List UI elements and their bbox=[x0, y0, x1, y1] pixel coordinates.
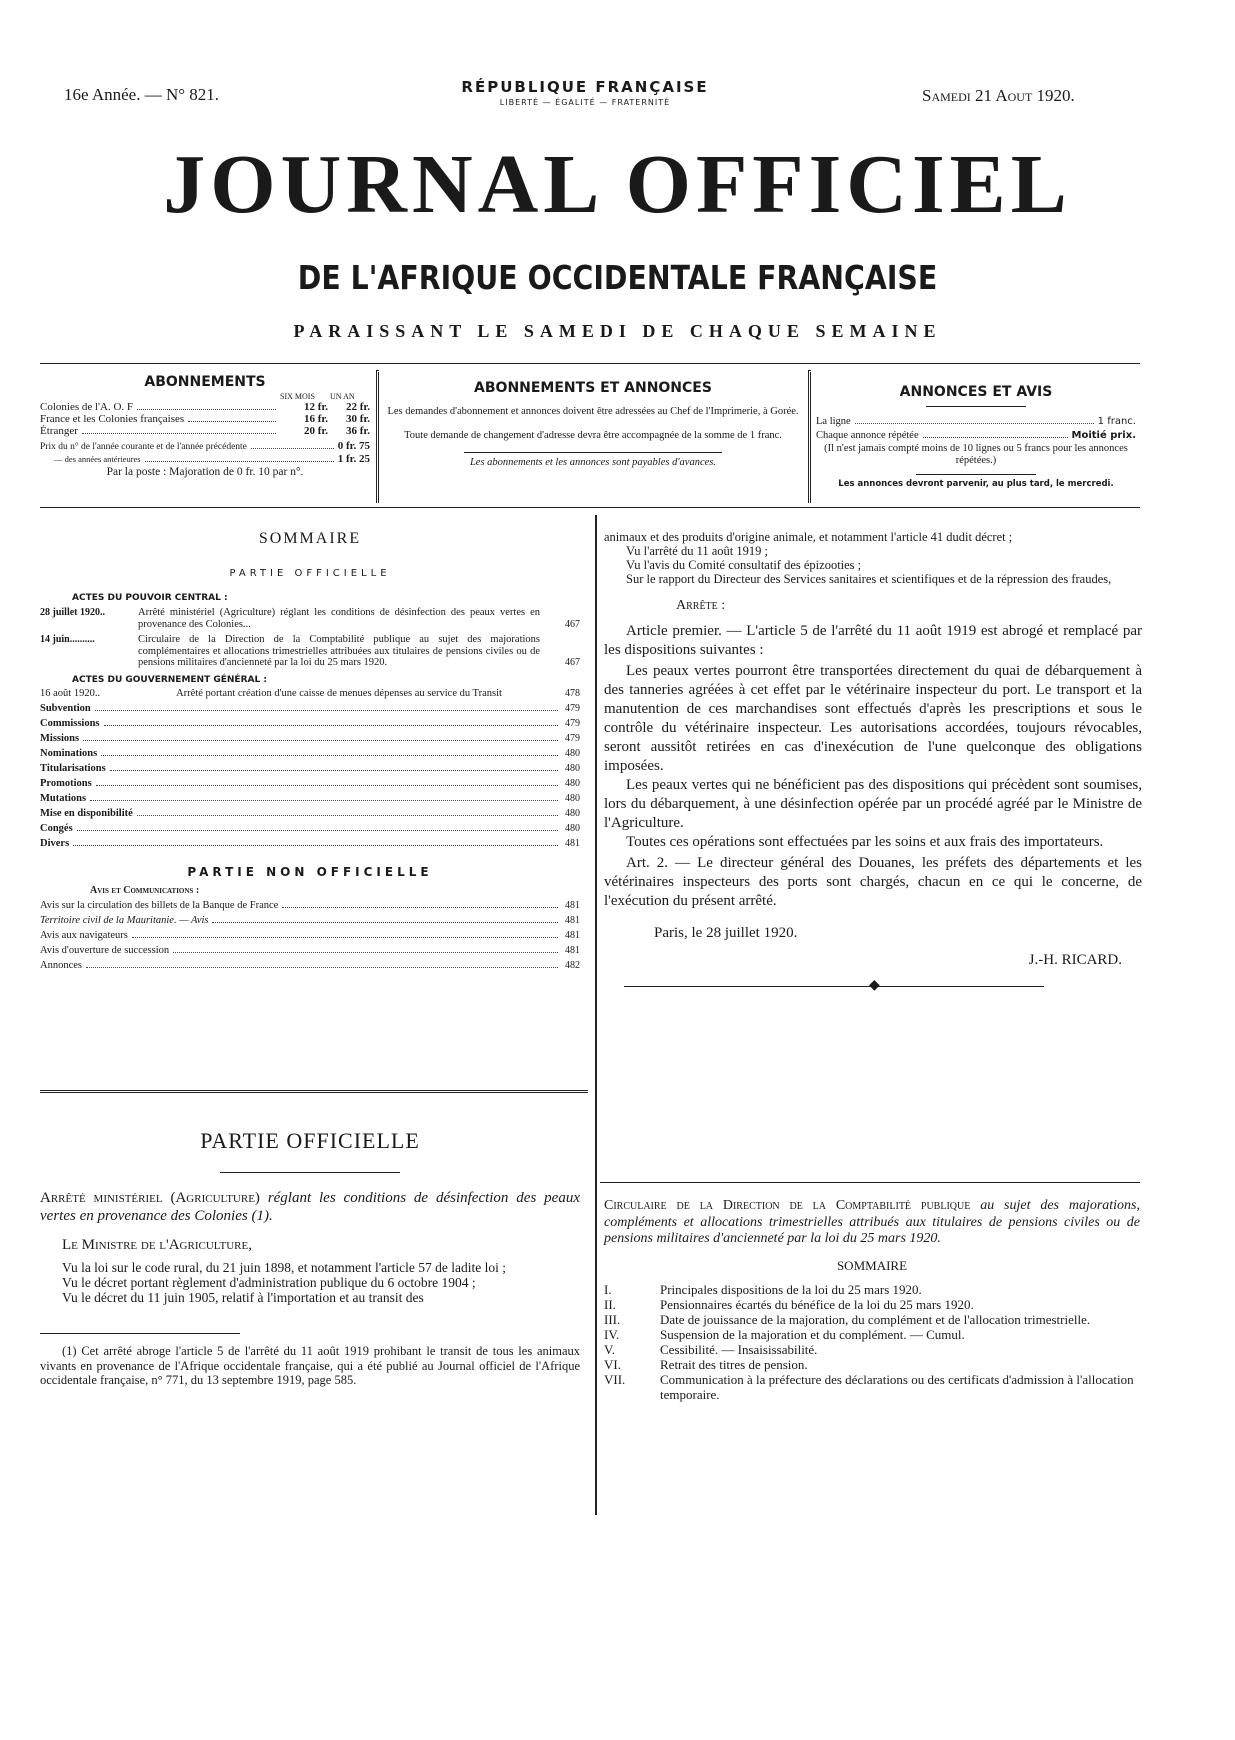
arrete-title-b: réglant les conditions de désinfection des peaux vertes en provenance des Colonies (1). bbox=[40, 1190, 580, 1224]
general-item-page: 479 bbox=[565, 732, 580, 744]
central-items bbox=[40, 607, 580, 669]
abonnement-row-six: 12 fr. bbox=[303, 401, 328, 413]
circ-item bbox=[604, 1312, 1140, 1327]
general-first-text: Arrêté portant création d'une caisse de menues dépenses au service du Transit bbox=[176, 687, 502, 699]
avis-communications-heading: Avis et Communications : bbox=[90, 884, 200, 896]
abonnement-row-an: 22 fr. bbox=[345, 401, 370, 413]
general-item-label: Congés bbox=[40, 822, 73, 834]
abonnement-row-label: Colonies de l'A. O. F bbox=[40, 401, 134, 413]
place-date: Paris, le 28 juillet 1920. bbox=[654, 925, 798, 941]
general-item bbox=[40, 776, 580, 791]
avis-line1-value: 1 franc. bbox=[1097, 416, 1136, 427]
issue-date: Samedi 21 Aout 1920. bbox=[922, 86, 1075, 105]
non-off-item bbox=[40, 898, 580, 913]
article-2: Art. 2. — Le directeur général des Douanes, les préfets des départements et les vétérinaires inspecteurs des ports sont chargés, chacun en ce qui le concerne, de l'exécution du présent arrêté. bbox=[604, 855, 1142, 909]
abonnements-heading: ABONNEMENTS bbox=[144, 374, 266, 390]
abonnements-rows bbox=[40, 401, 370, 437]
abo-annonces-heading: ABONNEMENTS ET ANNONCES bbox=[474, 380, 712, 396]
non-off-item-label: Annonces bbox=[40, 959, 82, 971]
signature: J.-H. RICARD. bbox=[1028, 952, 1122, 968]
right-column bbox=[604, 530, 1142, 1003]
republic-label: RÉPUBLIQUE FRANÇAISE bbox=[461, 78, 709, 96]
general-item bbox=[40, 716, 580, 731]
non-off-item bbox=[40, 913, 580, 928]
general-item-label: Promotions bbox=[40, 777, 92, 789]
general-item-label: Missions bbox=[40, 732, 80, 744]
year-issue: 16e Année. — N° 821. bbox=[64, 85, 220, 104]
circ-item bbox=[604, 1357, 1140, 1372]
avis-line2-label: Chaque annonce répétée bbox=[816, 430, 919, 441]
circ-item bbox=[604, 1327, 1140, 1342]
abonnement-row-six: 16 fr. bbox=[303, 413, 328, 425]
publication-frequency: PARAISSANT LE SAMEDI DE CHAQUE SEMAINE bbox=[293, 321, 942, 341]
vu3: Vu le décret du 11 juin 1905, relatif à l'importation et au transit des bbox=[62, 1290, 424, 1305]
circ-item-text: Suspension de la majoration et du complément. — Cumul. bbox=[660, 1326, 965, 1342]
avis-line2-value: Moitié prix. bbox=[1071, 430, 1136, 441]
vu6: Sur le rapport du Directeur des Services sanitaires et scientifiques et de la répression des fraudes, bbox=[626, 572, 1112, 586]
general-item-page: 480 bbox=[565, 822, 580, 834]
abonnements-box bbox=[40, 374, 370, 478]
general-first-page: 478 bbox=[565, 687, 580, 699]
circ-item-num: VII. bbox=[604, 1371, 626, 1387]
motto: LIBERTÉ — ÉGALITÉ — FRATERNITÉ bbox=[499, 98, 671, 107]
general-item-page: 480 bbox=[565, 807, 580, 819]
vu4: Vu l'arrêté du 11 août 1919 ; bbox=[626, 544, 768, 558]
annonces-avis-box bbox=[816, 384, 1136, 489]
circ-item-num: VI. bbox=[604, 1356, 621, 1372]
price-line2-label: — des années antérieures bbox=[54, 454, 141, 464]
non-off-item bbox=[40, 943, 580, 958]
non-off-item-page: 481 bbox=[565, 944, 580, 956]
avis-note: (Il n'est jamais compté moins de 10 lignes ou 5 francs pour les annonces répétées.) bbox=[824, 443, 1128, 466]
circ-title-a: Circulaire de la Direction de la Comptabilité publique bbox=[604, 1198, 971, 1213]
abonnement-row-six: 20 fr. bbox=[303, 425, 328, 437]
footnote: (1) Cet arrêté abroge l'article 5 de l'arrêté du 11 août 1919 prohibant le transit de tous les animaux vivants en provenance de l'Afrique occidentale française, qui a été publié au Journal officiel de l'Afrique occidentale française, n° 771, du 13 septembre 1919, page 585. bbox=[40, 1344, 580, 1387]
price-line1-value: 0 fr. 75 bbox=[337, 440, 370, 452]
non-off-item-page: 481 bbox=[565, 899, 580, 911]
price-line1-label: Prix du n° de l'année courante et de l'année précédente bbox=[40, 442, 247, 452]
partie-officielle-section bbox=[40, 1128, 580, 1388]
general-item-page: 479 bbox=[565, 717, 580, 729]
circ-item-num: I. bbox=[604, 1281, 612, 1297]
abonnement-row bbox=[40, 425, 370, 437]
general-item bbox=[40, 746, 580, 761]
journal-title: JOURNAL OFFICIEL bbox=[163, 138, 1072, 231]
circ-item-text: Communication à la préfecture des déclarations ou des certificats d'admission à l'allocation temporaire. bbox=[660, 1371, 1134, 1402]
general-item-page: 480 bbox=[565, 762, 580, 774]
circ-item bbox=[604, 1282, 1140, 1297]
general-item bbox=[40, 791, 580, 806]
sommaire-partie-officielle: PARTIE OFFICIELLE bbox=[229, 568, 391, 579]
circ-items bbox=[604, 1282, 1140, 1402]
central-item-date: 28 juillet 1920.. bbox=[40, 607, 105, 618]
general-item-page: 480 bbox=[565, 777, 580, 789]
abonnement-row-an: 36 fr. bbox=[345, 425, 370, 437]
central-item bbox=[40, 607, 580, 630]
abo-annonces-p3: Les abonnements et les annonces sont payables d'avances. bbox=[469, 457, 717, 468]
general-item-page: 481 bbox=[565, 837, 580, 849]
abonnement-row-label: Étranger bbox=[40, 425, 78, 437]
circ-item bbox=[604, 1372, 1140, 1402]
non-off-item-label: Territoire civil de la Mauritanie. — Avis bbox=[40, 914, 209, 926]
ministre-line: Le Ministre de l'Agriculture, bbox=[62, 1237, 252, 1253]
circ-title-b: au sujet des majorations, compléments et allocations trimestrielles attribués aux titulaires de pensions civiles ou de pensions militaires d'ancienneté par la loi du 25 mars 1920. bbox=[604, 1198, 1141, 1246]
general-item-page: 480 bbox=[565, 747, 580, 759]
circ-item bbox=[604, 1342, 1140, 1357]
right-cont: animaux et des produits d'origine animale, et notamment l'article 41 dudit décret ; bbox=[604, 530, 1013, 544]
circ-item-text: Principales dispositions de la loi du 25 mars 1920. bbox=[660, 1281, 922, 1297]
abonnements-post: Par la poste : Majoration de 0 fr. 10 par n°. bbox=[106, 466, 304, 478]
non-off-item-page: 482 bbox=[565, 959, 580, 971]
abonnements-col-an: UN AN bbox=[330, 392, 355, 401]
sommaire-section bbox=[40, 530, 580, 973]
article-p1: Les peaux vertes pourront être transportées directement du quai de débarquement à des tanneries agréées à cet effet par le vétérinaire inspecteur du port. Le transport et la manutention de ces marchandises sont effectués d'après les prescriptions et sous le contrôle du vétérinaire inspecteur. Les autorisations accordées, toujours révocables, seront aussitôt retirées en cas d'inexécution de l'une quelconque des obligations imposées. bbox=[604, 663, 1142, 774]
republic-block bbox=[420, 78, 750, 107]
arrete-label: Arrête : bbox=[676, 598, 726, 613]
central-item-date: 14 juin.......... bbox=[40, 634, 95, 645]
circ-sommaire: SOMMAIRE bbox=[836, 1257, 908, 1273]
abo-annonces-p2: Toute demande de changement d'adresse devra être accompagnée de la somme de 1 franc. bbox=[404, 430, 782, 441]
general-items bbox=[40, 701, 580, 851]
general-item-label: Divers bbox=[40, 837, 70, 849]
arrete-title-a: Arrêté ministériel (Agriculture) bbox=[40, 1190, 260, 1206]
circ-item-num: V. bbox=[604, 1341, 615, 1357]
avis-line1-label: La ligne bbox=[816, 416, 851, 427]
general-item bbox=[40, 821, 580, 836]
circ-item-num: IV. bbox=[604, 1326, 620, 1342]
annonces-avis-heading: ANNONCES ET AVIS bbox=[899, 384, 1053, 400]
general-item bbox=[40, 761, 580, 776]
abonnement-row bbox=[40, 401, 370, 413]
non-off-item bbox=[40, 928, 580, 943]
non-off-item-page: 481 bbox=[565, 914, 580, 926]
vu5: Vu l'avis du Comité consultatif des épizooties ; bbox=[626, 558, 862, 572]
divider-ornament: ◆ bbox=[604, 969, 1142, 1003]
actes-general-heading: ACTES DU GOUVERNEMENT GÉNÉRAL : bbox=[72, 674, 267, 685]
general-item bbox=[40, 731, 580, 746]
non-off-items bbox=[40, 898, 580, 973]
vu2: Vu le décret portant règlement d'administration publique du 6 octobre 1904 ; bbox=[62, 1275, 476, 1290]
non-off-item-label: Avis aux navigateurs bbox=[40, 929, 128, 941]
non-off-item-page: 481 bbox=[565, 929, 580, 941]
circ-item-text: Date de jouissance de la majoration, du complément et de l'allocation trimestrielle. bbox=[660, 1311, 1091, 1327]
partie-non-officielle-heading: PARTIE NON OFFICIELLE bbox=[187, 864, 433, 879]
central-item-text: Circulaire de la Direction de la Comptabilité publique au sujet des majorations complémentaires et allocations trimestrielles attribuées aux titulaires de pensions civiles ou de pensions militaires d'ancienneté par la loi du 25 mars 1920. bbox=[138, 634, 540, 668]
general-item-label: Mutations bbox=[40, 792, 87, 804]
general-item-page: 479 bbox=[565, 702, 580, 714]
avis-deadline: Les annonces devront parvenir, au plus tard, le mercredi. bbox=[838, 479, 1114, 489]
circ-item-num: II. bbox=[604, 1296, 616, 1312]
article-premier: Article premier. — L'article 5 de l'arrêté du 11 août 1919 est abrogé et remplacé par les dispositions suivantes : bbox=[604, 623, 1142, 658]
general-first-date: 16 août 1920.. bbox=[40, 687, 101, 699]
general-item-label: Mise en disponibilité bbox=[40, 807, 133, 819]
general-item bbox=[40, 806, 580, 821]
circ-item-text: Cessibilité. — Insaisissabilité. bbox=[660, 1341, 818, 1357]
general-item bbox=[40, 836, 580, 851]
circ-item-num: III. bbox=[604, 1311, 621, 1327]
non-off-item-label: Avis d'ouverture de succession bbox=[40, 944, 170, 956]
abonnements-annonces-box bbox=[384, 380, 802, 468]
circ-item-text: Pensionnaires écartés du bénéfice de la loi du 25 mars 1920. bbox=[660, 1296, 974, 1312]
vu1: Vu la loi sur le code rural, du 21 juin 1898, et notamment l'article 57 de ladite loi ; bbox=[62, 1260, 507, 1275]
article-p3: Toutes ces opérations sont effectuées par les soins et aux frais des importateurs. bbox=[626, 834, 1104, 850]
central-item-text: Arrêté ministériel (Agriculture) réglant les conditions de désinfection des peaux vertes en provenance des Colonies... bbox=[138, 607, 540, 630]
central-item bbox=[40, 634, 580, 669]
circulaire-section bbox=[604, 1198, 1140, 1402]
general-item-label: Titularisations bbox=[40, 762, 106, 774]
non-off-item-label: Avis sur la circulation des billets de la Banque de France bbox=[40, 899, 279, 911]
journal-subtitle: DE L'AFRIQUE OCCIDENTALE FRANÇAISE bbox=[297, 258, 938, 297]
general-item bbox=[40, 701, 580, 716]
abonnements-col-six: SIX MOIS bbox=[280, 392, 315, 401]
article-p2: Les peaux vertes qui ne bénéficient pas des dispositions qui précèdent sont soumises, lors du débarquement, à une désinfection opérée par un procédé agréé par le Ministre de l'Agriculture. bbox=[604, 777, 1142, 831]
abonnement-row bbox=[40, 413, 370, 425]
non-off-item bbox=[40, 958, 580, 973]
abonnement-row-label: France et les Colonies françaises bbox=[40, 413, 185, 425]
central-item-page: 467 bbox=[565, 618, 580, 630]
general-item-page: 480 bbox=[565, 792, 580, 804]
sommaire-title: SOMMAIRE bbox=[258, 530, 362, 547]
partie-officielle-heading: PARTIE OFFICIELLE bbox=[200, 1128, 420, 1153]
circ-item-text: Retrait des titres de pension. bbox=[660, 1356, 808, 1372]
abonnement-row-an: 30 fr. bbox=[345, 413, 370, 425]
actes-central-heading: ACTES DU POUVOIR CENTRAL : bbox=[72, 593, 228, 603]
price-line2-value: 1 fr. 25 bbox=[337, 453, 370, 465]
abo-annonces-p1: Les demandes d'abonnement et annonces doivent être adressées au Chef de l'Imprimerie, à Gorée. bbox=[387, 406, 799, 417]
general-item-label: Commissions bbox=[40, 717, 100, 729]
circ-item bbox=[604, 1297, 1140, 1312]
central-item-page: 467 bbox=[565, 657, 580, 668]
general-item-label: Subvention bbox=[40, 702, 91, 714]
general-item-label: Nominations bbox=[40, 747, 98, 759]
general-first-item bbox=[40, 688, 580, 700]
